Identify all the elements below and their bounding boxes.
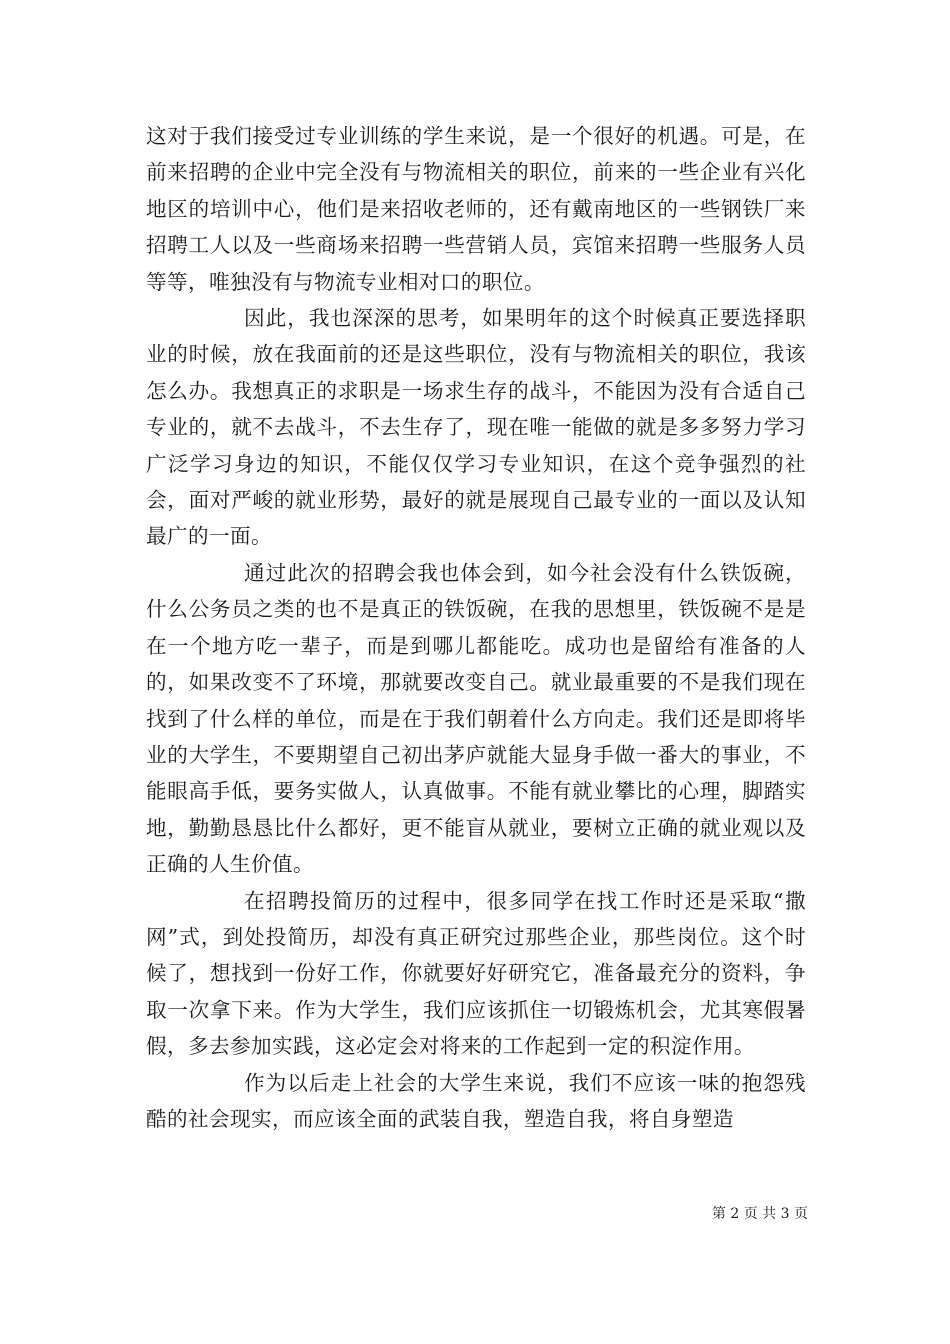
- paragraph-3: 通过此次的招聘会我也体会到，如今社会没有什么铁饭碗，什么公务员之类的也不是真正的铁饭碗，在我的思想里，铁饭碗不是是在一个地方吃一辈子，而是到哪儿都能吃。成功也是留给有准备的人的，如果改变不了环境，那就要改变自己。就业最重要的不是我们现在找到了什么样的单位，而是在于我们朝着什么方向走。我们还是即将毕业的大学生，不要期望自己初出茅庐就能大显身手做一番大的事业，不能眼高手低，要务实做人，认真做事。不能有就业攀比的心理，脚踏实地，勤勤恳恳比什么都好，更不能盲从就业，要树立正确的就业观以及正确的人生价值。: [146, 560, 806, 877]
- paragraph-4: 在招聘投简历的过程中，很多同学在找工作时还是采取“撒网”式，到处投简历，却没有真正研究过那些企业，那些岗位。这个时候了，想找到一份好工作，你就要好好研究它，准备最充分的资料，争取一次拿下来。作为大学生，我们应该抓住一切锻炼机会，尤其寒假暑假，多去参加实践，这必定会对将来的工作起到一定的积淀作用。: [146, 888, 806, 1059]
- page-number-footer: 第 2 页 共 3 页: [711, 1206, 808, 1222]
- document-body: [146, 118, 806, 1137]
- paragraph-2: 因此，我也深深的思考，如果明年的这个时候真正要选择职业的时候，放在我面前的还是这些职位，没有与物流相关的职位，我该怎么办。我想真正的求职是一场求生存的战斗，不能因为没有合适自己专业的，就不去战斗，不去生存了，现在唯一能做的就是多多努力学习广泛学习身边的知识，不能仅仅学习专业知识，在这个竞争强烈的社会，面对严峻的就业形势，最好的就是展现自己最专业的一面以及认知最广的一面。: [146, 306, 806, 549]
- paragraph-5: 作为以后走上社会的大学生来说，我们不应该一味的抱怨残酷的社会现实，而应该全面的武装自我，塑造自我，将自身塑造: [146, 1070, 806, 1131]
- paragraph-1: 这对于我们接受过专业训练的学生来说，是一个很好的机遇。可是，在前来招聘的企业中完全没有与物流相关的职位，前来的一些企业有兴化地区的培训中心，他们是来招收老师的，还有戴南地区的一些钢铁厂来招聘工人以及一些商场来招聘一些营销人员，宾馆来招聘一些服务人员等等，唯独没有与物流专业相对口的职位。: [146, 124, 806, 294]
